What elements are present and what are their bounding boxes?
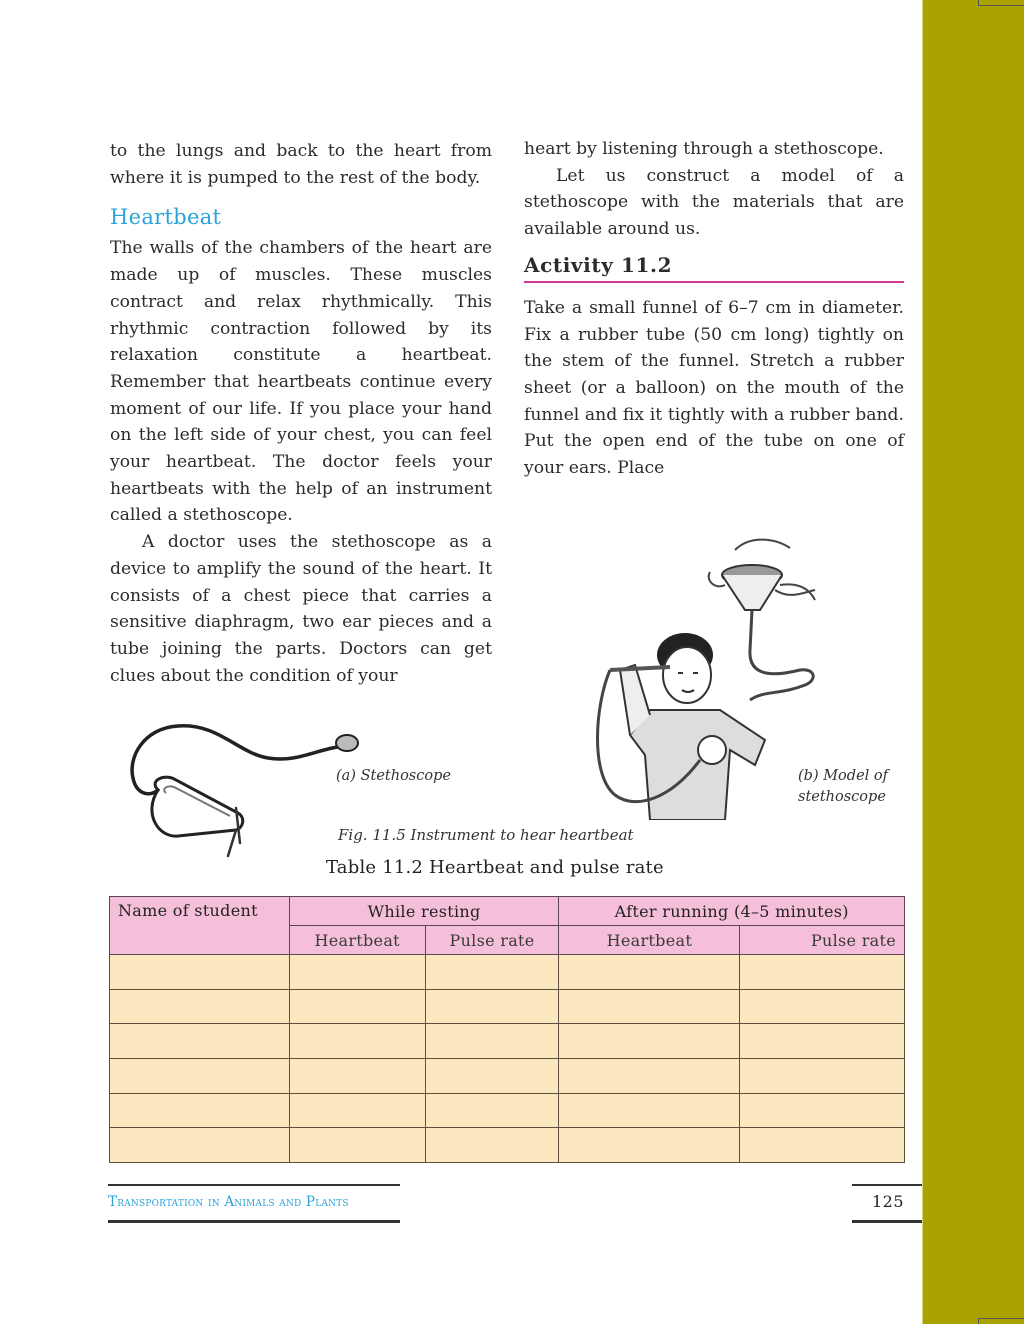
activity-heading: Activity 11.2 bbox=[524, 251, 904, 283]
table-cell bbox=[559, 1093, 740, 1128]
table-cell bbox=[425, 1128, 559, 1163]
figure-caption: Fig. 11.5 Instrument to hear heartbeat bbox=[338, 826, 634, 844]
table-cell bbox=[559, 1024, 740, 1059]
table-cell bbox=[559, 1059, 740, 1094]
table-cell bbox=[110, 1128, 290, 1163]
header-while-resting: While resting bbox=[289, 897, 559, 926]
table-cell bbox=[289, 989, 425, 1024]
construct-model-paragraph: Let us construct a model of a stethoscope with the materials that are available around us. bbox=[524, 165, 904, 240]
boy-with-model-stethoscope-illustration-icon bbox=[590, 625, 790, 820]
table-row bbox=[110, 1024, 905, 1059]
table-cell bbox=[289, 1093, 425, 1128]
table-cell bbox=[110, 955, 290, 990]
crop-mark-bottom bbox=[978, 1318, 1024, 1324]
stethoscope-illustration-icon bbox=[118, 718, 368, 860]
table-row bbox=[110, 989, 905, 1024]
crop-mark-top bbox=[978, 0, 1024, 6]
table-cell bbox=[289, 1059, 425, 1094]
page-number: 125 bbox=[872, 1192, 905, 1211]
table-cell bbox=[740, 1059, 905, 1094]
right-column bbox=[524, 136, 904, 482]
table-cell bbox=[559, 955, 740, 990]
continued-paragraph-right: heart by listening through a stethoscope. bbox=[524, 139, 884, 159]
footer-rule-top-left bbox=[108, 1184, 400, 1186]
footer-rule-bottom-right bbox=[852, 1220, 922, 1223]
table-cell bbox=[740, 1024, 905, 1059]
table-title: Table 11.2 Heartbeat and pulse rate bbox=[326, 857, 664, 878]
section-heading-heartbeat: Heartbeat bbox=[110, 205, 222, 230]
subheader-pulse-running: Pulse rate bbox=[740, 926, 905, 955]
footer-rule-bottom-left bbox=[108, 1220, 400, 1223]
subheader-heartbeat-running: Heartbeat bbox=[559, 926, 740, 955]
table-cell bbox=[110, 1059, 290, 1094]
table-cell bbox=[425, 1059, 559, 1094]
table-row bbox=[110, 1093, 905, 1128]
left-column bbox=[110, 138, 492, 689]
header-after-running: After running (4–5 minutes) bbox=[559, 897, 905, 926]
header-name-of-student: Name of student bbox=[110, 897, 290, 955]
subheader-heartbeat-resting: Heartbeat bbox=[289, 926, 425, 955]
page-edge-strip bbox=[922, 0, 1024, 1324]
caption-model-stethoscope: (b) Model of stethoscope bbox=[798, 768, 888, 805]
heartbeat-pulse-table bbox=[109, 896, 905, 1163]
table-cell bbox=[110, 989, 290, 1024]
table-cell bbox=[289, 1024, 425, 1059]
table-cell bbox=[425, 1093, 559, 1128]
caption-stethoscope: (a) Stethoscope bbox=[336, 768, 451, 784]
running-chapter-title: Transportation in Animals and Plants bbox=[108, 1194, 349, 1210]
table-cell bbox=[425, 955, 559, 990]
table-cell bbox=[110, 1024, 290, 1059]
subheader-pulse-resting: Pulse rate bbox=[425, 926, 559, 955]
table-row bbox=[110, 955, 905, 990]
table-cell bbox=[740, 989, 905, 1024]
table-cell bbox=[559, 1128, 740, 1163]
activity-text: Take a small funnel of 6–7 cm in diameter. Fix a rubber tube (50 cm long) tightly on the stem of the funnel. Stretch a rubber sheet (or a balloon) on the mouth of the funnel and fix it tightly with a rubber band. Put the open end of the tube on one of your ears. Place bbox=[524, 297, 904, 479]
stethoscope-paragraph: A doctor uses the stethoscope as a device to amplify the sound of the heart. It consists of a chest piece that carries a sensitive diaphragm, two ear pieces and a tube joining the parts. Doctors can get clues about the condition of your bbox=[110, 532, 492, 686]
table-row bbox=[110, 1128, 905, 1163]
continued-paragraph: to the lungs and back to the heart from where it is pumped to the rest of the body. bbox=[110, 141, 492, 188]
table-cell bbox=[559, 989, 740, 1024]
footer-rule-top-right bbox=[852, 1184, 922, 1186]
table-cell bbox=[425, 989, 559, 1024]
heartbeat-paragraph: The walls of the chambers of the heart are made up of muscles. These muscles contract and relax rhythmically. This rhythmic contraction followed by its relaxation constitute a heartbeat. Remember that heartbeats continue every moment of our life. If you place your hand on the left side of your chest, you can feel your heartbeat. The doctor feels your heartbeats with the help of an instrument called a stethoscope. bbox=[110, 238, 492, 526]
table-cell bbox=[289, 955, 425, 990]
table-cell bbox=[740, 955, 905, 990]
table-cell bbox=[425, 1024, 559, 1059]
table-cell bbox=[110, 1093, 290, 1128]
table-row bbox=[110, 1059, 905, 1094]
table-cell bbox=[289, 1128, 425, 1163]
table-cell bbox=[740, 1093, 905, 1128]
table-cell bbox=[740, 1128, 905, 1163]
